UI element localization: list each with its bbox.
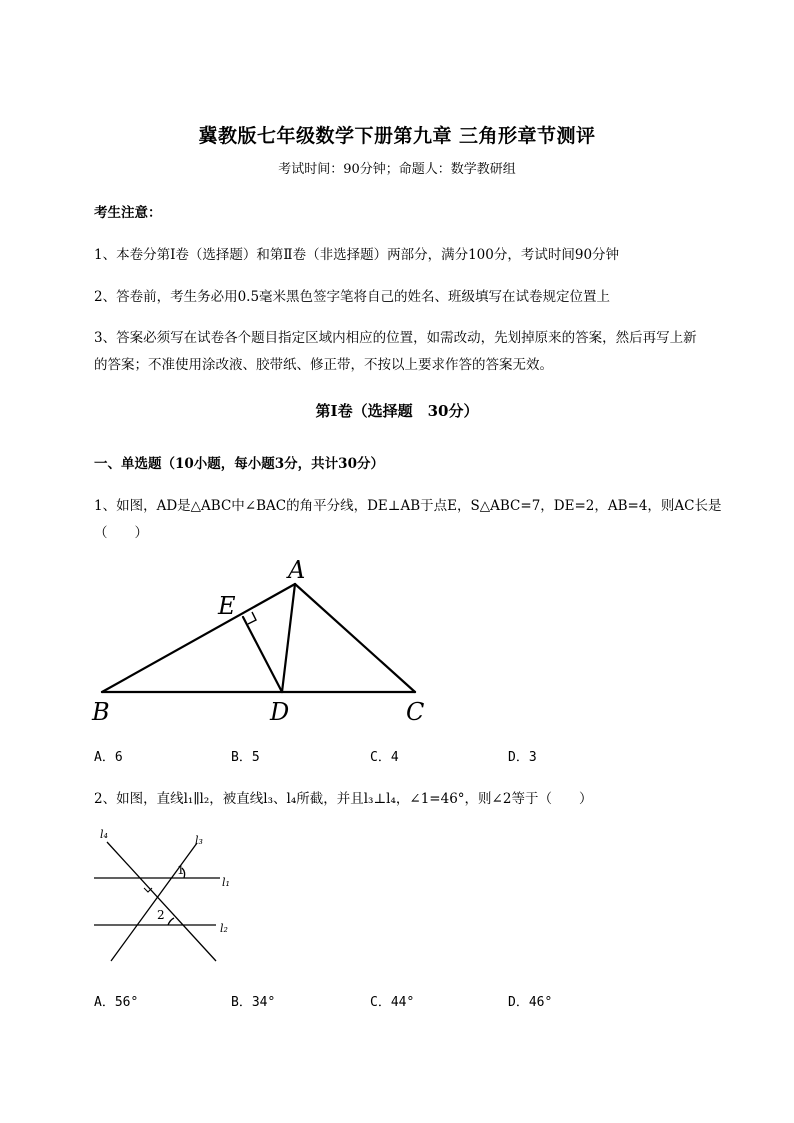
page-title: 冀教版七年级数学下册第九章 三角形章节测评 — [198, 125, 596, 147]
q2-option-b: B．34° — [231, 995, 276, 1010]
notice-heading: 考生注意： — [94, 205, 162, 221]
segment-ad — [282, 584, 295, 692]
part-heading: 一、单选题（10小题，每小题3分，共计30分） — [94, 456, 384, 472]
notice-item-3-line-2: 的答案；不准使用涂改液、胶带纸、修正带，不按以上要求作答的答案无效。 — [94, 357, 553, 373]
notice-item-2: 2、答卷前，考生务必用0.5毫米黑色签字笔将自己的姓名、班级填写在试卷规定位置上 — [94, 289, 611, 305]
question-1-figure — [80, 552, 450, 732]
q1-option-c: C．4 — [370, 750, 399, 765]
question-2-text: 2、如图，直线l₁∥l₂，被直线l₃、l₄所截，并且l₃⊥l₄，∠1=46°，则∠2等于（ ） — [94, 791, 593, 807]
question-2-figure — [86, 822, 246, 972]
notice-item-1: 1、本卷分第I卷（选择题）和第Ⅱ卷（非选择题）两部分，满分100分，考试时间90分钟 — [94, 247, 620, 263]
label-angle-2: 2 — [157, 908, 165, 922]
label-b: B — [92, 698, 110, 726]
label-l1: l₁ — [222, 876, 230, 889]
angle-2-arc — [168, 918, 174, 925]
segment-de — [243, 617, 282, 692]
label-d: D — [270, 698, 290, 726]
label-l3: l₃ — [195, 834, 203, 847]
segment-ac — [295, 584, 415, 692]
q2-option-c: C．44° — [370, 995, 415, 1010]
label-l4: l₄ — [100, 828, 108, 841]
label-angle-1: 1 — [177, 863, 185, 877]
question-1-blank: （ ） — [94, 525, 148, 541]
right-angle-mark — [248, 612, 256, 624]
q2-option-d: D．46° — [508, 995, 553, 1010]
label-a: A — [288, 556, 306, 584]
q2-option-a: A．56° — [94, 995, 139, 1010]
section-title: 第I卷（选择题 30分） — [315, 402, 479, 420]
q1-option-d: D．3 — [508, 750, 537, 765]
label-c: C — [406, 698, 425, 726]
q1-option-b: B．5 — [231, 750, 260, 765]
label-l2: l₂ — [220, 922, 228, 935]
notice-item-3-line-1: 3、答案必须写在试卷各个题目指定区域内相应的位置，如需改动，先划掉原来的答案，然后再写上新 — [94, 330, 697, 346]
question-1-text: 1、如图，AD是△ABC中∠BAC的角平分线，DE⊥AB于点E，S△ABC=7，DE=2，AB=4，则AC长是 — [94, 498, 722, 514]
exam-info: 考试时间：90分钟；命题人：数学教研组 — [278, 162, 516, 177]
q1-option-a: A．6 — [94, 750, 123, 765]
label-e: E — [218, 592, 236, 620]
segment-ab — [102, 584, 295, 692]
